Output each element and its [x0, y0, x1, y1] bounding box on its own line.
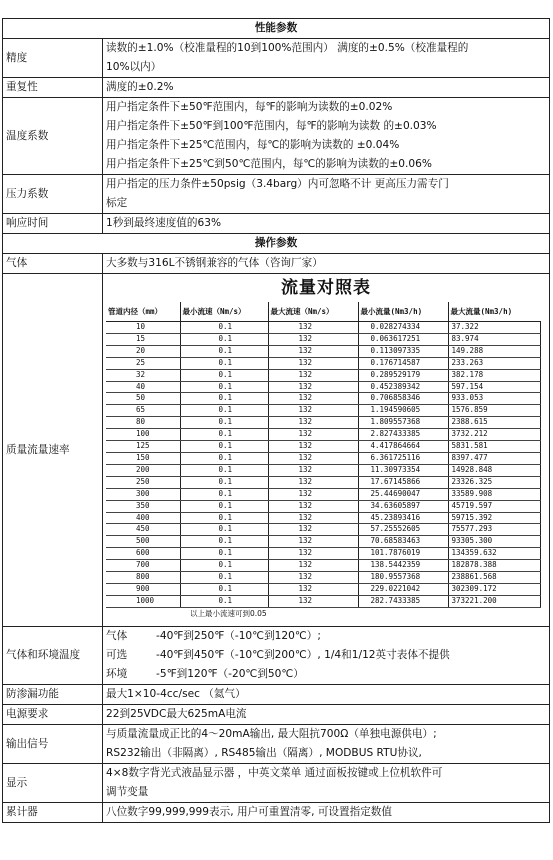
flow-table: [106, 302, 541, 608]
flow-cell-min-flow: 0.028274334: [358, 322, 448, 334]
power-line-1: 22到25VDC最大625mA电流: [106, 708, 247, 720]
flow-cell-max-flow: 933.053: [448, 393, 540, 405]
flow-cell-min-flow: 180.9557368: [358, 572, 448, 584]
section-performance-row: [3, 19, 550, 39]
flow-cell-min-speed: 0.1: [180, 381, 268, 393]
flow-cell-min-flow: 45.23893416: [358, 512, 448, 524]
flow-cell-diameter: 100: [106, 429, 180, 441]
flow-cell-min-speed: 0.1: [180, 441, 268, 453]
flow-cell-max-flow: 8397.477: [448, 452, 540, 464]
flow-cell-max-flow: 23326.325: [448, 476, 540, 488]
flow-cell-min-flow: 229.0221042: [358, 583, 448, 595]
flow-cell-max-flow: 597.154: [448, 381, 540, 393]
flow-cell-min-flow: 0.176714587: [358, 357, 448, 369]
flow-cell-diameter: 65: [106, 405, 180, 417]
flow-cell-diameter: 450: [106, 524, 180, 536]
power-value: [103, 705, 550, 725]
flow-cell-max-flow: 382.178: [448, 369, 540, 381]
flow-table-row: [106, 333, 540, 345]
flow-cell-min-flow: 6.361725116: [358, 452, 448, 464]
flow-cell-min-speed: 0.1: [180, 452, 268, 464]
flow-cell-max-speed: 132: [268, 393, 358, 405]
flow-cell-diameter: 400: [106, 512, 180, 524]
flow-header-max-flow: 最大流量(Nm3/h): [448, 302, 540, 322]
pressure-coef-row: [3, 175, 550, 214]
flow-cell-diameter: 800: [106, 572, 180, 584]
flow-cell-min-speed: 0.1: [180, 405, 268, 417]
flow-cell-diameter: 10: [106, 322, 180, 334]
flow-cell-diameter: 900: [106, 583, 180, 595]
response-value: [103, 214, 550, 234]
flow-cell-min-flow: 25.44690047: [358, 488, 448, 500]
flow-cell-max-speed: 132: [268, 512, 358, 524]
flow-cell-max-speed: 132: [268, 476, 358, 488]
totalizer-row: [3, 803, 550, 823]
flow-table-row: [106, 536, 540, 548]
flow-table-body: [106, 322, 540, 608]
response-row: [3, 214, 550, 234]
flow-cell-max-speed: 132: [268, 560, 358, 572]
flow-cell-min-speed: 0.1: [180, 357, 268, 369]
flow-table-row: [106, 476, 540, 488]
flow-cell-min-speed: 0.1: [180, 524, 268, 536]
flow-cell-min-speed: 0.1: [180, 322, 268, 334]
gas-line-1: 大多数与316L不锈钢兼容的气体（咨询厂家）: [106, 257, 323, 269]
flow-cell-diameter: 20: [106, 345, 180, 357]
flow-cell-diameter: 32: [106, 369, 180, 381]
power-row: [3, 705, 550, 725]
flow-cell-max-speed: 132: [268, 429, 358, 441]
flow-cell-min-flow: 1.809557368: [358, 417, 448, 429]
leak-value: [103, 685, 550, 705]
env-temp-label-text: 气体和环境温度: [6, 649, 81, 661]
mass-flow-value: [103, 274, 550, 627]
flow-cell-max-speed: 132: [268, 441, 358, 453]
flow-cell-max-speed: 132: [268, 357, 358, 369]
flow-cell-min-speed: 0.1: [180, 476, 268, 488]
env-line-gas: [106, 627, 546, 646]
flow-cell-diameter: 50: [106, 393, 180, 405]
flow-cell-max-speed: 132: [268, 500, 358, 512]
flow-cell-min-flow: 0.706858346: [358, 393, 448, 405]
flow-cell-min-speed: 0.1: [180, 429, 268, 441]
repeatability-row: [3, 78, 550, 98]
temp-coef-line-4: 用户指定条件下±25℃到50℃范围内，每℃的影响为读数的±0.06%: [106, 158, 432, 170]
flow-cell-max-speed: 132: [268, 405, 358, 417]
flow-cell-diameter: 25: [106, 357, 180, 369]
flow-header-min-speed: 最小流速（Nm/s）: [180, 302, 268, 322]
flow-table-row: [106, 488, 540, 500]
flow-cell-min-flow: 34.63605897: [358, 500, 448, 512]
flow-table-title: 流量对照表: [281, 278, 371, 298]
flow-cell-min-flow: 138.5442359: [358, 560, 448, 572]
flow-cell-max-flow: 134359.632: [448, 548, 540, 560]
flow-table-row: [106, 464, 540, 476]
flow-cell-min-flow: 57.25552605: [358, 524, 448, 536]
flow-table-row: [106, 560, 540, 572]
flow-cell-max-flow: 45719.597: [448, 500, 540, 512]
pressure-coef-label: 压力系数: [3, 175, 103, 214]
flow-cell-max-flow: 59715.392: [448, 512, 540, 524]
flow-cell-max-speed: 132: [268, 381, 358, 393]
repeatability-line-1: 满度的±0.2%: [106, 81, 174, 93]
flow-table-box: [106, 274, 546, 626]
mass-flow-label: 质量流量速率: [3, 274, 103, 627]
flow-cell-min-flow: 1.194590605: [358, 405, 448, 417]
flow-cell-max-flow: 373221.200: [448, 595, 540, 607]
env-key-optional: 可选: [106, 649, 128, 661]
display-row: [3, 764, 550, 803]
flow-table-row: [106, 381, 540, 393]
flow-cell-max-flow: 233.263: [448, 357, 540, 369]
temp-coef-line-2: 用户指定条件下±50℉到100℉范围内，每℉的影响为读数 的±0.03%: [106, 120, 437, 132]
section-operation-title: 操作参数: [3, 234, 550, 254]
flow-cell-diameter: 15: [106, 333, 180, 345]
flow-cell-min-speed: 0.1: [180, 560, 268, 572]
flow-cell-max-speed: 132: [268, 322, 358, 334]
output-label: 输出信号: [3, 725, 103, 764]
accuracy-line-1: 读数的±1.0%（校准量程的10到100%范围内） 满度的±0.5%（校准量程的: [106, 42, 469, 54]
temp-coef-label: 温度系数: [3, 98, 103, 175]
flow-table-row: [106, 583, 540, 595]
flow-cell-diameter: 80: [106, 417, 180, 429]
flow-table-row: [106, 572, 540, 584]
response-line-1: 1秒到最终速度值的63%: [106, 217, 222, 229]
totalizer-line-1: 八位数字99,999,999表示, 用户可重置清零, 可设置指定数值: [106, 806, 392, 818]
temp-coef-line-1: 用户指定条件下±50℉范围内，每℉的影响为读数的±0.02%: [106, 101, 393, 113]
leak-row: [3, 685, 550, 705]
flow-cell-diameter: 700: [106, 560, 180, 572]
flow-cell-min-speed: 0.1: [180, 333, 268, 345]
flow-cell-diameter: 500: [106, 536, 180, 548]
temp-coef-line-3: 用户指定条件下±25℃范围内，每℃的影响为读数的 ±0.04%: [106, 139, 400, 151]
flow-cell-min-speed: 0.1: [180, 488, 268, 500]
flow-cell-diameter: 350: [106, 500, 180, 512]
repeatability-value: [103, 78, 550, 98]
flow-table-row: [106, 595, 540, 607]
flow-cell-max-flow: 2388.615: [448, 417, 540, 429]
flow-cell-max-speed: 132: [268, 345, 358, 357]
totalizer-label: 累计器: [3, 803, 103, 823]
flow-cell-min-flow: 11.30973354: [358, 464, 448, 476]
section-operation-row: [3, 234, 550, 254]
flow-cell-max-flow: 14928.848: [448, 464, 540, 476]
flow-cell-min-speed: 0.1: [180, 548, 268, 560]
flow-cell-max-speed: 132: [268, 572, 358, 584]
flow-cell-max-speed: 132: [268, 369, 358, 381]
flow-cell-min-flow: 0.113097335: [358, 345, 448, 357]
flow-table-row: [106, 405, 540, 417]
flow-table-note: 以上最小流速可到0.05: [190, 608, 267, 618]
leak-label: 防渗漏功能: [3, 685, 103, 705]
flow-cell-min-speed: 0.1: [180, 572, 268, 584]
flow-table-row: [106, 512, 540, 524]
flow-cell-max-flow: 1576.859: [448, 405, 540, 417]
flow-cell-max-flow: 83.974: [448, 333, 540, 345]
gas-row: [3, 254, 550, 274]
flow-table-header-row: [106, 302, 540, 322]
temp-coef-value: [103, 98, 550, 175]
totalizer-value: [103, 803, 550, 823]
env-key-gas: 气体: [106, 630, 128, 642]
flow-cell-max-flow: 302309.172: [448, 583, 540, 595]
accuracy-row: [3, 39, 550, 78]
accuracy-label: 精度: [3, 39, 103, 78]
spec-table: [2, 18, 550, 823]
flow-cell-max-speed: 132: [268, 548, 358, 560]
flow-cell-min-speed: 0.1: [180, 464, 268, 476]
flow-cell-min-flow: 0.452389342: [358, 381, 448, 393]
flow-cell-max-speed: 132: [268, 417, 358, 429]
flow-cell-min-speed: 0.1: [180, 345, 268, 357]
env-temp-row: [3, 627, 550, 685]
flow-table-row: [106, 429, 540, 441]
flow-cell-max-flow: 33589.908: [448, 488, 540, 500]
gas-value: [103, 254, 550, 274]
flow-cell-min-flow: 4.417864664: [358, 441, 448, 453]
env-val-optional: -40℉到450℉（-10℃到200℃）, 1/4和1/12英寸表体不提供: [156, 649, 450, 661]
display-line-2: 调节变量: [106, 786, 149, 798]
flow-table-row: [106, 322, 540, 334]
flow-cell-min-flow: 2.827433385: [358, 429, 448, 441]
flow-cell-max-speed: 132: [268, 464, 358, 476]
flow-cell-min-flow: 70.68583463: [358, 536, 448, 548]
output-row: [3, 725, 550, 764]
flow-cell-max-speed: 132: [268, 536, 358, 548]
flow-cell-min-flow: 17.67145866: [358, 476, 448, 488]
flow-table-row: [106, 548, 540, 560]
flow-cell-min-flow: 282.7433385: [358, 595, 448, 607]
output-line-1: 与质量流量成正比的4～20mA输出, 最大阻抗700Ω（单独电源供电）;: [106, 728, 437, 740]
response-label: 响应时间: [3, 214, 103, 234]
flow-cell-min-flow: 0.063617251: [358, 333, 448, 345]
flow-cell-max-speed: 132: [268, 595, 358, 607]
flow-cell-min-speed: 0.1: [180, 512, 268, 524]
temp-coef-row: [3, 98, 550, 175]
pressure-coef-value: [103, 175, 550, 214]
flow-cell-min-speed: 0.1: [180, 500, 268, 512]
flow-cell-max-flow: 238861.568: [448, 572, 540, 584]
flow-cell-diameter: 125: [106, 441, 180, 453]
leak-line-1: 最大1×10-4cc/sec （氦气）: [106, 688, 246, 700]
flow-header-max-speed: 最大流速（Nm/s）: [268, 302, 358, 322]
power-label: 电源要求: [3, 705, 103, 725]
env-key-ambient: 环境: [106, 668, 128, 680]
flow-cell-min-speed: 0.1: [180, 369, 268, 381]
output-line-2: RS232输出（非隔离）, RS485输出（隔离）, MODBUS RTU协议,: [106, 747, 422, 759]
accuracy-value: [103, 39, 550, 78]
env-line-optional: [106, 646, 546, 665]
flow-cell-max-speed: 132: [268, 333, 358, 345]
env-val-gas: -40℉到250℉（-10℃到120℃）;: [156, 630, 321, 642]
flow-cell-max-speed: 132: [268, 583, 358, 595]
output-value: [103, 725, 550, 764]
flow-table-row: [106, 345, 540, 357]
flow-cell-max-flow: 182878.388: [448, 560, 540, 572]
flow-cell-min-speed: 0.1: [180, 583, 268, 595]
flow-cell-min-speed: 0.1: [180, 417, 268, 429]
flow-header-diameter: 管道内径（mm）: [106, 302, 180, 322]
flow-cell-min-speed: 0.1: [180, 393, 268, 405]
env-val-ambient: -5℉到120℉（-20℃到50℃）: [156, 668, 304, 680]
flow-cell-min-flow: 101.7876019: [358, 548, 448, 560]
flow-table-row: [106, 524, 540, 536]
repeatability-label: 重复性: [3, 78, 103, 98]
flow-cell-max-flow: 3732.212: [448, 429, 540, 441]
display-value: [103, 764, 550, 803]
flow-table-row: [106, 452, 540, 464]
flow-cell-diameter: 40: [106, 381, 180, 393]
mass-flow-row: [3, 274, 550, 627]
flow-cell-diameter: 300: [106, 488, 180, 500]
flow-cell-min-flow: 0.289529179: [358, 369, 448, 381]
display-line-1: 4×8数字背光式液晶显示器 ，中英文菜单 通过面板按键或上位机软件可: [106, 767, 443, 779]
flow-cell-diameter: 150: [106, 452, 180, 464]
flow-table-row: [106, 357, 540, 369]
env-temp-label: [3, 627, 103, 685]
flow-cell-diameter: 600: [106, 548, 180, 560]
flow-table-row: [106, 441, 540, 453]
flow-cell-max-flow: 75577.293: [448, 524, 540, 536]
pressure-coef-line-1: 用户指定的压力条件±50psig（3.4barg）内可忽略不计 更高压力需专门: [106, 178, 449, 190]
flow-cell-min-speed: 0.1: [180, 536, 268, 548]
flow-cell-diameter: 250: [106, 476, 180, 488]
flow-cell-max-speed: 132: [268, 488, 358, 500]
flow-cell-min-speed: 0.1: [180, 595, 268, 607]
flow-cell-max-flow: 149.288: [448, 345, 540, 357]
flow-table-row: [106, 393, 540, 405]
gas-label: 气体: [3, 254, 103, 274]
flow-table-row: [106, 500, 540, 512]
accuracy-line-2: 10%以内）: [106, 61, 162, 73]
flow-cell-max-flow: 5831.581: [448, 441, 540, 453]
env-temp-value: [103, 627, 550, 685]
pressure-coef-line-2: 标定: [106, 197, 128, 209]
flow-cell-diameter: 1000: [106, 595, 180, 607]
flow-header-min-flow: 最小流量(Nm3/h): [358, 302, 448, 322]
env-line-ambient: [106, 665, 546, 684]
flow-cell-diameter: 200: [106, 464, 180, 476]
flow-cell-max-speed: 132: [268, 524, 358, 536]
flow-cell-max-speed: 132: [268, 452, 358, 464]
section-performance-title: 性能参数: [3, 19, 550, 39]
flow-table-row: [106, 417, 540, 429]
flow-cell-max-flow: 93305.300: [448, 536, 540, 548]
flow-table-row: [106, 369, 540, 381]
display-label: 显示: [3, 764, 103, 803]
flow-cell-max-flow: 37.322: [448, 322, 540, 334]
